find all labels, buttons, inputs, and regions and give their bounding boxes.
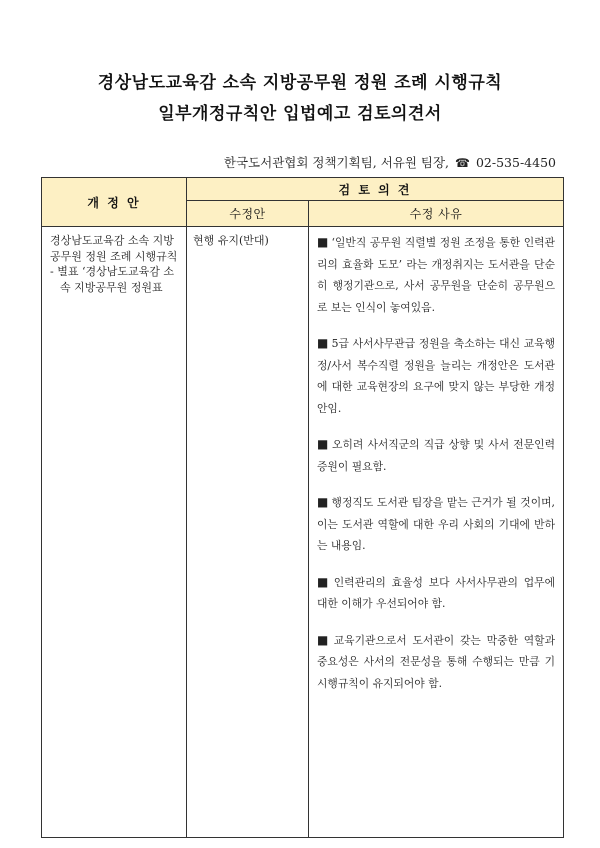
author-phone: 02-535-4450 [475,155,556,170]
reason-text: 인력관리의 효율성 보다 사서사무관의 업무에 대한 이해가 우선되어야 함. [317,575,555,610]
document-title-line-2: 일부개정규칙안 입법예고 검토의견서 [158,104,442,124]
reason-item [317,333,555,419]
black-square-bullet-icon: ■ [317,336,329,350]
header-proposal: 개 정 안 [42,178,187,227]
black-square-bullet-icon: ■ [317,235,329,249]
reason-item [317,492,555,557]
author-affiliation: 한국도서관협회 정책기획팀, 서유원 팀장, [223,155,450,170]
reason-text: 교육기관으로서 도서관이 갖는 막중한 역할과 중요성은 사서의 전문성을 통해 수행되는 만큼 기 시행규칙이 유지되어야 함. [317,633,555,690]
reason-item [317,434,555,477]
reason-item [317,232,555,318]
reason-cell [309,227,564,838]
black-square-bullet-icon: ■ [317,437,330,451]
telephone-icon: ☎ [455,156,470,170]
header-review: 검 토 의 견 [187,178,564,201]
black-square-bullet-icon: ■ [317,574,331,589]
author-line [224,153,556,171]
proposal-cell [42,227,187,838]
proposal-sub-item: - 별표 ‘경상남도교육감 소속 지방공무원 정원표 [50,265,174,294]
reason-item [317,630,555,695]
reason-text: 행정직도 도서관 팀장을 맡는 근거가 될 것이며, 이는 도서관 역할에 대한 우리 사회의 기대에 반하는 내용임. [317,496,555,552]
reason-text: ‘일반직 공무원 직렬별 정원 조정을 통한 인력관리의 효율화 도모’ 라는 개정취지는 도서관을 단순히 행정기관으로, 사서 공무원을 단순히 공무원으로 보는 인식이 놓여있음. [317,236,555,314]
proposal-text: 경상남도교육감 소속 지방공무원 정원 조례 시행규칙 [50,234,178,263]
reason-text: 5급 사서사무관급 정원을 축소하는 대신 교육행정/사서 복수직렬 정원을 늘리는 개정안은 도서관에 대한 교육현장의 요구에 맞지 않는 부당한 개정안임. [317,337,555,415]
black-square-bullet-icon: ■ [317,495,329,509]
black-square-bullet-icon: ■ [317,632,331,647]
header-reason: 수정 사유 [309,201,564,227]
revision-text: 현행 유지(반대) [193,234,269,247]
revision-cell [187,227,309,838]
document-title-line-1: 경상남도교육감 소속 지방공무원 정원 조례 시행규칙 [97,73,503,93]
review-table [41,177,564,838]
reason-text: 오히려 사서직군의 직급 상향 및 사서 전문인력 증원이 필요함. [317,438,555,473]
header-revision: 수정안 [187,201,309,227]
reason-item [317,572,555,615]
